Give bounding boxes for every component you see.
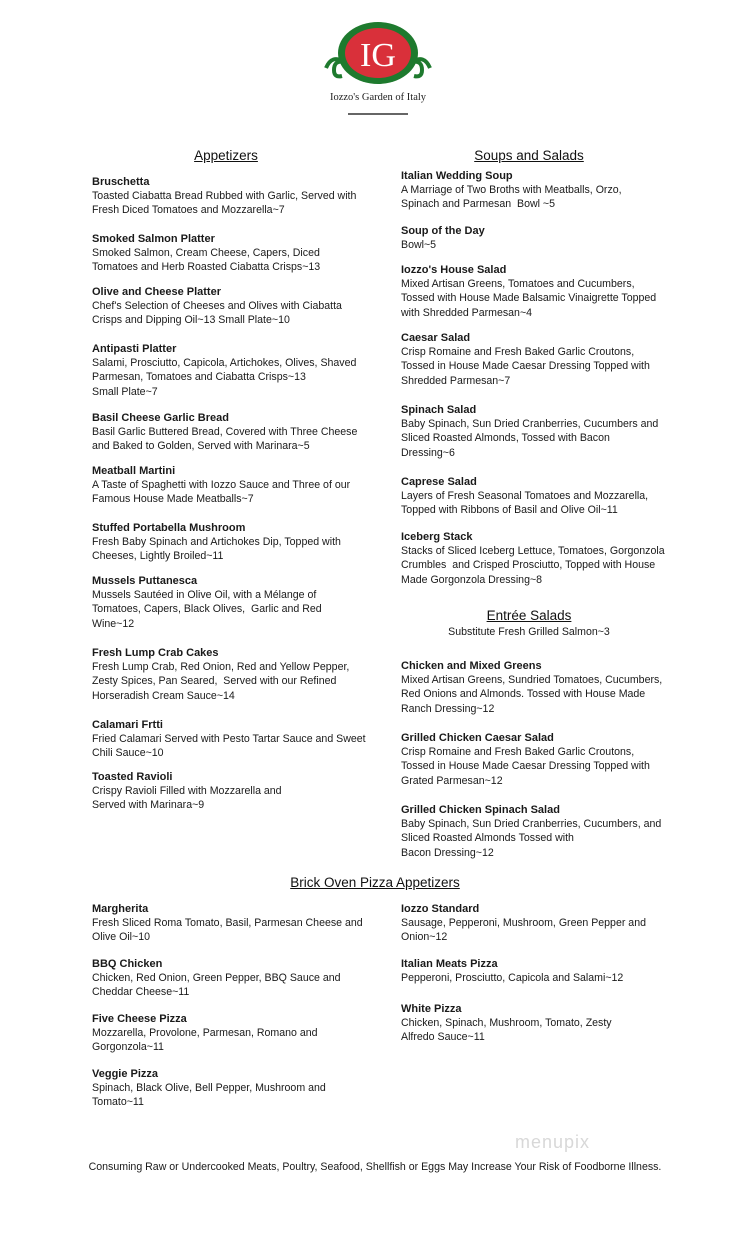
menu-item-description: Smoked Salmon, Cream Cheese, Capers, Diced Tomatoes and Herb Roasted Ciabatta Crisps~13 xyxy=(92,247,321,274)
menu-item-description: Crisp Romaine and Fresh Baked Garlic Croutons, Tossed in House Made Caesar Dressing Topped with Shredded Parmesan~7 xyxy=(401,346,650,387)
restaurant-logo xyxy=(308,18,448,118)
menu-item-description: Mussels Sautéed in Olive Oil, with a Mélange of Tomatoes, Capers, Black Olives, Garlic and Red Wine~12 xyxy=(92,589,322,630)
menu-item-title: Grilled Chicken Spinach Salad xyxy=(401,804,560,816)
menu-item-description: Fried Calamari Served with Pesto Tartar Sauce and Sweet Chili Sauce~10 xyxy=(92,733,366,760)
menu-item xyxy=(401,659,662,716)
menu-item xyxy=(92,770,282,813)
menu-item-description: Spinach, Black Olive, Bell Pepper, Mushroom and Tomato~11 xyxy=(92,1082,326,1109)
menu-item-description: Fresh Lump Crab, Red Onion, Red and Yellow Pepper, Zesty Spices, Pan Seared, Served with our Refined Horseradish Cream Sauce~14 xyxy=(92,661,350,702)
menu-item-description: Baby Spinach, Sun Dried Cranberries, Cucumbers, and Sliced Roasted Almonds Tossed with Bacon Dressing~12 xyxy=(401,818,662,859)
menu-item xyxy=(401,902,646,945)
menu-item-description: Bowl~5 xyxy=(401,239,437,252)
footer-disclaimer: Consuming Raw or Undercooked Meats, Poultry, Seafood, Shellfish or Eggs May Increase Your Risk of Foodborne Illness. xyxy=(88,1161,662,1173)
menu-item-title: Iceberg Stack xyxy=(401,531,473,543)
menu-item-title: White Pizza xyxy=(401,1003,462,1015)
menu-item-description: Crisp Romaine and Fresh Baked Garlic Croutons, Tossed in House Made Caesar Dressing Topped with Grated Parmesan~12 xyxy=(401,746,650,787)
menu-item xyxy=(92,1067,326,1110)
menu-item xyxy=(92,464,350,507)
menu-item xyxy=(92,342,356,399)
menu-item-title: Five Cheese Pizza xyxy=(92,1013,187,1025)
menu-item xyxy=(401,169,622,212)
menu-item-title: Mussels Puttanesca xyxy=(92,575,198,587)
menu-item xyxy=(401,331,650,388)
menu-item-description: Mixed Artisan Greens, Tomatoes and Cucumbers, Tossed with House Made Balsamic Vinaigrette Topped with Shredded Parmesan~4 xyxy=(401,278,657,319)
menu-item xyxy=(92,285,342,328)
menu-item xyxy=(401,263,656,320)
menu-item xyxy=(92,646,349,703)
menu-item xyxy=(92,232,320,275)
menu-item-title: Spinach Salad xyxy=(401,404,477,416)
menu-item-title: Grilled Chicken Caesar Salad xyxy=(401,732,554,744)
menu-item-description: Crispy Ravioli Filled with Mozzarella and Served with Marinara~9 xyxy=(92,785,282,812)
logo-monogram: IG xyxy=(360,37,396,74)
menu-item-description: Baby Spinach, Sun Dried Cranberries, Cucumbers and Sliced Roasted Almonds, Tossed with Bacon Dressing~6 xyxy=(401,418,659,459)
menu-item xyxy=(92,175,356,218)
menu-item-title: Iozzo Standard xyxy=(401,903,480,915)
menu-item-description: Chicken, Red Onion, Green Pepper, BBQ Sauce and Cheddar Cheese~11 xyxy=(92,972,341,999)
menu-item xyxy=(92,902,363,945)
menu-item xyxy=(401,224,485,252)
menu-item-title: Antipasti Platter xyxy=(92,343,177,355)
menu-item xyxy=(401,403,658,460)
menu-item-title: Meatball Martini xyxy=(92,465,176,477)
menu-item xyxy=(92,411,357,454)
menu-item-description: Toasted Ciabatta Bread Rubbed with Garlic, Served with Fresh Diced Tomatoes and Mozzarella~7 xyxy=(92,190,357,217)
menu-item-description: Fresh Baby Spinach and Artichokes Dip, Topped with Cheeses, Lightly Broiled~11 xyxy=(92,536,341,563)
menu-item-title: Chicken and Mixed Greens xyxy=(401,660,542,672)
menu-item-title: Iozzo's House Salad xyxy=(401,264,507,276)
menu-item-description: A Marriage of Two Broths with Meatballs, Orzo, Spinach and Parmesan Bowl ~5 xyxy=(401,184,622,211)
menu-item-title: Caesar Salad xyxy=(401,332,471,344)
menu-item-title: Bruschetta xyxy=(92,176,150,188)
watermark: menupix xyxy=(515,1132,591,1152)
menu-item xyxy=(401,530,665,587)
menu-item-title: Smoked Salmon Platter xyxy=(92,233,215,245)
menu-item-title: Soup of the Day xyxy=(401,225,485,237)
menu-item xyxy=(401,1002,612,1045)
menu-item-title: Stuffed Portabella Mushroom xyxy=(92,522,246,534)
appetizers-heading: Appetizers xyxy=(194,148,258,163)
menu-item xyxy=(92,718,366,761)
menu-item-description: Mozzarella, Provolone, Parmesan, Romano and Gorgonzola~11 xyxy=(92,1027,318,1054)
menu-item-title: Veggie Pizza xyxy=(92,1068,159,1080)
menu-item-description: Pepperoni, Prosciutto, Capicola and Salami~12 xyxy=(401,972,624,985)
menu-item-description: Sausage, Pepperoni, Mushroom, Green Pepper and Onion~12 xyxy=(401,917,646,944)
menu-item-description: Basil Garlic Buttered Bread, Covered with Three Cheese and Baked to Golden, Served with Marinara~5 xyxy=(92,426,358,453)
menu-item-description: Layers of Fresh Seasonal Tomatoes and Mozzarella, Topped with Ribbons of Basil and Olive Oil~11 xyxy=(401,490,649,517)
menu-item-title: Olive and Cheese Platter xyxy=(92,286,221,298)
menu-item xyxy=(401,803,661,860)
menu-item-title: Toasted Ravioli xyxy=(92,771,173,783)
entree-heading: Entrée Salads xyxy=(486,608,572,623)
menu-item-title: Calamari Frtti xyxy=(92,719,163,731)
menu-item-title: Margherita xyxy=(92,903,149,915)
menu-item xyxy=(401,475,648,518)
pizza-heading: Brick Oven Pizza Appetizers xyxy=(290,875,460,890)
menu-item-title: Italian Wedding Soup xyxy=(401,170,513,182)
menu-item-description: Salami, Prosciutto, Capicola, Artichokes, Olives, Shaved Parmesan, Tomatoes and Ciabatta Crisps~13 Small Plate~7 xyxy=(92,357,357,398)
menu-item-description: Stacks of Sliced Iceberg Lettuce, Tomatoes, Gorgonzola Crumbles and Crisped Prosciutto, Topped with House Made Gorgonzola Dressing~8 xyxy=(401,545,665,586)
menu-item xyxy=(92,574,322,631)
menu-item-description: Chef's Selection of Cheeses and Olives with Ciabatta Crisps and Dipping Oil~13 Small Plate~10 xyxy=(92,300,342,327)
menu-item xyxy=(401,731,650,788)
menu-item-title: Caprese Salad xyxy=(401,476,477,488)
menu-item-description: Chicken, Spinach, Mushroom, Tomato, Zesty Alfredo Sauce~11 xyxy=(401,1017,612,1044)
menu-item-description: A Taste of Spaghetti with Iozzo Sauce and Three of our Famous House Made Meatballs~7 xyxy=(92,479,351,506)
menu-item xyxy=(401,957,623,985)
soups-heading: Soups and Salads xyxy=(474,148,584,163)
menu-item-title: Fresh Lump Crab Cakes xyxy=(92,647,219,659)
menu-item xyxy=(92,957,341,1000)
menu-item-description: Mixed Artisan Greens, Sundried Tomatoes, Cucumbers, Red Onions and Almonds. Tossed with House Made Ranch Dressing~12 xyxy=(401,674,663,715)
menu-item xyxy=(92,1012,318,1055)
menu-item-title: Basil Cheese Garlic Bread xyxy=(92,412,229,424)
restaurant-name: Iozzo's Garden of Italy xyxy=(329,92,427,103)
menu-item-title: BBQ Chicken xyxy=(92,958,163,970)
menu-item-description: Fresh Sliced Roma Tomato, Basil, Parmesan Cheese and Olive Oil~10 xyxy=(92,917,363,944)
menu-item-title: Italian Meats Pizza xyxy=(401,958,498,970)
menu-item xyxy=(92,521,341,564)
entree-subtitle: Substitute Fresh Grilled Salmon~3 xyxy=(448,626,610,638)
